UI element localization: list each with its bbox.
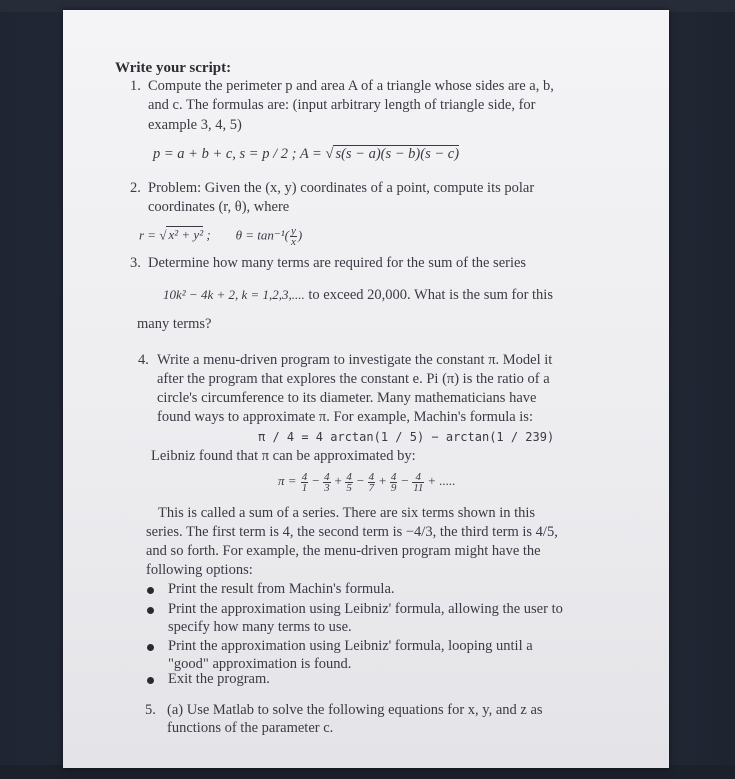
- q5-line-1: (a) Use Matlab to solve the following equations for x, y, and z as: [167, 702, 543, 718]
- q5-number: 5.: [145, 702, 156, 718]
- leibniz-operator: −: [355, 473, 365, 488]
- leibniz-term-numerator: 4: [390, 470, 397, 483]
- q4-option-2-line-1: Print the approximation using Leibniz' formula, allowing the user to: [168, 601, 563, 617]
- page-heading: Write your script:: [115, 60, 232, 76]
- leibniz-term-denominator: 5: [346, 481, 352, 494]
- q2-theta-close: ): [297, 227, 303, 243]
- q3-line-2-tail: to exceed 20,000. What is the sum for this: [308, 287, 553, 303]
- q4-option-3-line-2: "good" approximation is found.: [168, 656, 352, 672]
- leibniz-term: [390, 472, 398, 493]
- q1-line-1: Compute the perimeter p and area A of a triangle whose sides are a, b,: [148, 78, 554, 94]
- q2-line-1: Problem: Given the (x, y) coordinates of a point, compute its polar: [148, 180, 535, 196]
- bullet-icon: [147, 587, 154, 594]
- leibniz-term: [323, 472, 331, 493]
- q2-theta-fraction: [290, 226, 297, 247]
- leibniz-term-numerator: 4: [346, 470, 352, 483]
- q4-option-1: Print the result from Machin's formula.: [168, 581, 395, 597]
- leibniz-term-denominator: 11: [413, 481, 424, 494]
- leibniz-operator: −: [311, 473, 321, 488]
- q2-theta-den: x: [290, 236, 296, 248]
- q4-leibniz-lhs: π =: [278, 473, 300, 488]
- q4-leibniz-intro: Leibniz found that π can be approximated by:: [151, 448, 416, 464]
- q4-option-4: Exit the program.: [168, 671, 270, 687]
- q4-line-3: circle's circumference to its diameter. Many mathematicians have: [157, 390, 537, 406]
- q4-para2-line-1: This is called a sum of a series. There are six terms shown in this: [158, 505, 536, 521]
- leibniz-term: [301, 472, 309, 493]
- leibniz-operator: +: [333, 473, 343, 488]
- q4-para2-line-2: series. The first term is 4, the second term is −4/3, the third term is 4/5,: [146, 524, 558, 540]
- q1-formula-area-radicand: s(s − a)(s − b)(s − c): [335, 146, 460, 162]
- q3-series: 10k² − 4k + 2, k = 1,2,3,....: [163, 287, 305, 302]
- document-page: [63, 10, 669, 768]
- q2-number: 2.: [130, 180, 141, 196]
- q1-number: 1.: [130, 78, 141, 94]
- q3-line-2: [163, 286, 553, 304]
- q3-line-3: many terms?: [137, 316, 212, 332]
- leibniz-term-numerator: 4: [412, 472, 424, 483]
- leibniz-term-denominator: 9: [390, 481, 397, 494]
- leibniz-operator: −: [400, 473, 410, 488]
- q1-formula: [153, 146, 459, 163]
- bullet-icon: [147, 677, 154, 684]
- leibniz-term-numerator: 4: [368, 470, 375, 483]
- q1-line-3: example 3, 4, 5): [148, 117, 242, 133]
- leibniz-term: [412, 472, 424, 493]
- q1-line-2: and c. The formulas are: (input arbitrary length of triangle side, for: [148, 97, 536, 113]
- q2-formula-r-radicand: x² + y²: [168, 227, 204, 243]
- leibniz-term-denominator: 7: [368, 481, 375, 494]
- q2-line-2: coordinates (r, θ), where: [148, 199, 290, 215]
- q5-line-2: functions of the parameter c.: [167, 720, 334, 736]
- sqrt-symbol: √: [159, 227, 167, 243]
- bullet-icon: [147, 644, 154, 651]
- leibniz-term-numerator: 4: [301, 470, 308, 483]
- leibniz-term: [345, 472, 353, 493]
- q4-para2-line-4: following options:: [146, 562, 253, 578]
- q2-formula: [139, 226, 302, 247]
- sqrt-symbol: √: [325, 146, 334, 162]
- q4-leibniz-series: [278, 470, 458, 493]
- q1-formula-area-lhs: A =: [299, 146, 326, 162]
- leibniz-term-numerator: 4: [324, 470, 330, 483]
- leibniz-term: [368, 472, 376, 493]
- bullet-icon: [147, 607, 154, 614]
- q2-theta-num: y: [290, 225, 296, 237]
- q1-formula-perimeter: p = a + b + c, s = p / 2 ;: [153, 146, 297, 162]
- leibniz-operator: +: [378, 473, 387, 488]
- q4-number: 4.: [138, 352, 149, 368]
- q4-line-1: Write a menu-driven program to investigate the constant π. Model it: [157, 352, 553, 368]
- formula-separator: ;: [206, 227, 211, 243]
- leibniz-operator: + .....: [427, 473, 456, 488]
- q4-line-4: found ways to approximate π. For example, Machin's formula is:: [157, 409, 533, 425]
- q4-option-3-line-1: Print the approximation using Leibniz' formula, looping until a: [168, 638, 533, 654]
- q4-line-2: after the program that explores the constant e. Pi (π) is the ratio of a: [157, 371, 550, 387]
- leibniz-term-denominator: 1: [301, 481, 308, 494]
- q4-machin-formula: π / 4 = 4 arctan(1 / 5) − arctan(1 / 239): [258, 430, 555, 444]
- q4-para2-line-3: and so forth. For example, the menu-driven program might have the: [146, 543, 541, 559]
- leibniz-term-denominator: 3: [324, 481, 330, 494]
- q2-formula-r-lhs: r =: [139, 227, 160, 243]
- q4-option-2-line-2: specify how many terms to use.: [168, 619, 352, 635]
- q3-line-1: Determine how many terms are required for the sum of the series: [148, 255, 527, 271]
- q2-formula-theta: θ = tan⁻¹(: [235, 227, 289, 243]
- q3-number: 3.: [130, 255, 141, 271]
